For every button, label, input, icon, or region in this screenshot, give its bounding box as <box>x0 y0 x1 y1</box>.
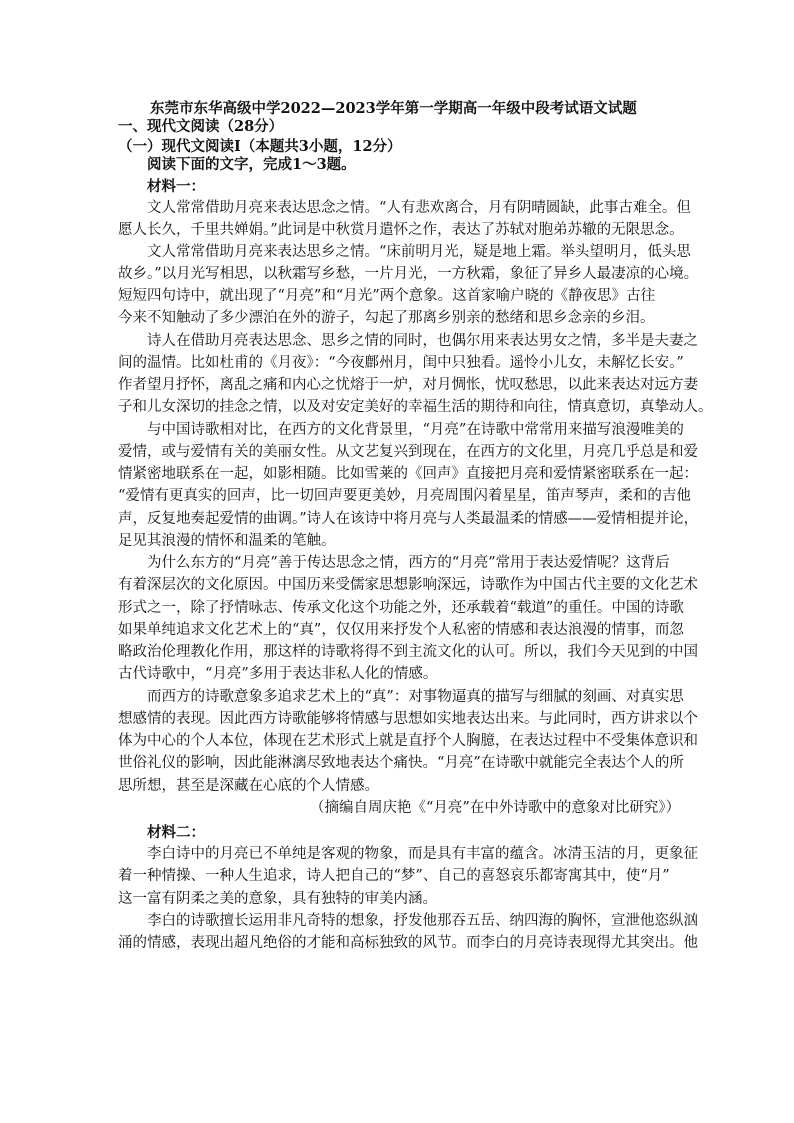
paragraph-line: 间的温情。比如杜甫的《月夜》：“今夜鄜州月，闺中只独看。遥怜小儿女，未解忆长安。” <box>118 355 684 371</box>
paragraph-line: 为什么东方的“月亮”善于传达思念之情，西方的“月亮”常用于表达爱情呢？这背后 <box>147 555 670 571</box>
paragraph-line: 作者望月抒怀，离乱之痛和内心之忧熔于一炉，对月惆怅，忧叹愁思，以此来表达对远方妻 <box>118 377 698 393</box>
paragraph-line: 诗人在借助月亮表达思念、思乡之情的同时，也偶尔用来表达男女之情，多半是夫妻之 <box>147 333 698 349</box>
paragraph-line: 短短四句诗中，就出现了“月亮”和“月光”两个意象。这首家喻户晓的《静夜思》古往 <box>118 288 656 304</box>
material-label: 材料一： <box>147 178 205 195</box>
paragraph-line: 愿人长久，千里共婵娟。”此词是中秋赏月遣怀之作，表达了苏轼对胞弟苏辙的无限思念。 <box>118 222 684 238</box>
paragraph-line: 想感情的表现。因此西方诗歌能够将情感与思想如实地表达出来。与此同时，西方讲求以个 <box>118 711 698 727</box>
paragraph-line: 文人常常借助月亮来表达思念之情。“人有悲欢离合，月有阴晴圆缺，此事古难全。但 <box>147 200 691 216</box>
paragraph-line: 与中国诗歌相对比，在西方的文化背景里，“月亮”在诗歌中常常用来描写浪漫唯美的 <box>147 422 684 438</box>
paragraph-line: 世俗礼仪的影响，因此能淋漓尽致地表达个痛快。“月亮”在诗歌中就能完全表达个人的所 <box>118 755 684 771</box>
paragraph-line: 文人常常借助月亮来表达思乡之情。“床前明月光，疑是地上霜。举头望明月，低头思 <box>147 244 691 260</box>
page-title: 东莞市东华高级中学2022—2023学年第一学期高一年级中段考试语文试题 <box>150 100 637 117</box>
paragraph-line: 今来不知触动了多少漂泊在外的游子，勾起了那离乡别亲的愁绪和思乡念亲的乡泪。 <box>118 310 655 326</box>
paragraph-line: 李白诗中的月亮已不单纯是客观的物象，而是具有丰富的蕴含。冰清玉洁的月，更象征 <box>147 846 698 862</box>
paragraph-line: 而西方的诗歌意象多追求艺术上的“真”：对事物逼真的描写与细腻的刻画、对真实思 <box>147 689 684 705</box>
paragraph-line: 李白的诗歌擅长运用非凡奇特的想象，抒发他那吞五岳、纳四海的胸怀，宣泄他恣纵汹 <box>147 913 698 929</box>
paragraph-line: 爱情，或与爱情有关的美丽女性。从文艺复兴到现在，在西方的文化里，月亮几乎总是和爱 <box>118 444 698 460</box>
paragraph-line: 形式之一，除了抒情咏志、传承文化这个功能之外，还承载着“载道”的重任。中国的诗歌 <box>118 600 684 616</box>
paragraph-line: 涌的情感，表现出超凡绝俗的才能和高标独致的风节。而李白的月亮诗表现得尤其突出。他 <box>118 935 698 951</box>
section-heading: 一、现代文阅读（28分） <box>118 118 284 135</box>
paragraph-line: 情紧密地联系在一起，如影相随。比如雪莱的《回声》直接把月亮和爱情紧密联系在一起： <box>118 466 698 482</box>
paragraph-line: 子和儿女深切的挂念之情，以及对安定美好的幸福生活的期待和向往，情真意切，真挚动人。 <box>118 399 713 415</box>
paragraph-line: 这一富有阴柔之美的意象，具有独特的审美内涵。 <box>118 891 437 907</box>
paragraph-line: 古代诗歌中，“月亮”多用于表达非私人化的情感。 <box>118 666 438 682</box>
paragraph-line: 思所想，甚至是深藏在心底的个人情感。 <box>118 778 379 794</box>
instruction: 阅读下面的文字，完成1～3题。 <box>147 156 356 173</box>
paragraph-line: 有着深层次的文化原因。中国历来受儒家思想影响深远，诗歌作为中国古代主要的文化艺术 <box>118 577 698 593</box>
material-label: 材料二： <box>147 824 205 841</box>
paragraph-line: 足见其浪漫的情怀和温柔的笔触。 <box>118 533 336 549</box>
paragraph-line: 略政治伦理教化作用，那这样的诗歌将得不到主流文化的认可。所以，我们今天见到的中国 <box>118 644 698 660</box>
subsection-heading: （一）现代文阅读Ⅰ（本题共3小题，12分） <box>118 138 402 155</box>
paragraph-line: 故乡。”以月光写相思，以秋霜写乡愁，一片月光，一方秋霜，象征了异乡人最凄凉的心境。 <box>118 266 699 282</box>
paragraph-line: 着一种情操、一种人生追求，诗人把自己的“梦”、自己的喜怒哀乐都寄寓其中，使“月” <box>118 868 670 884</box>
paragraph-line: 如果单纯追求文化艺术上的“真”，仅仅用来抒发个人私密的情感和表达浪漫的情事，而忽 <box>118 622 684 638</box>
paragraph-line: “爱情有更真实的回声，比一切回声要更美妙，月亮周围闪着星星，笛声琴声，柔和的吉他 <box>118 488 691 504</box>
paragraph-line: 声，反复地奏起爱情的曲调。”诗人在该诗中将月亮与人类最温柔的情感——爱情相提并论， <box>118 511 699 527</box>
source-citation: （摘编自周庆艳《“月亮”在中外诗歌中的意象对比研究》） <box>310 800 681 816</box>
paragraph-line: 体为中心的个人本位，体现在艺术形式上就是直抒个人胸臆，在表达过程中不受集体意识和 <box>118 733 698 749</box>
